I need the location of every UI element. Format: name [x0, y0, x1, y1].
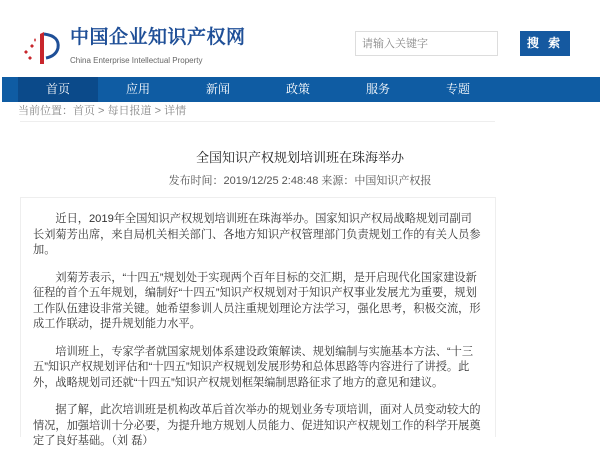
divider: [20, 121, 495, 122]
main-nav: [2, 77, 600, 102]
logo-subtitle: China Enterprise Intellectual Property: [70, 56, 203, 65]
nav-policy[interactable]: 政策: [285, 82, 310, 96]
breadcrumb-section[interactable]: 每日报道: [107, 105, 152, 117]
logo-title: 中国企业知识产权网: [70, 27, 246, 48]
article-paragraph: 近日，2019年全国知识产权规划培训班在珠海举办。国家知识产权局战略规划司副司长刘菊芳出席，来自局机关相关部门、各地方知识产权管理部门负责规划工作的有关人员参加。: [33, 213, 481, 256]
search-button[interactable]: 搜 索: [520, 31, 570, 56]
article-paragraph: 据了解，此次培训班是机构改革后首次举办的规划业务专项培训，面对人员变动较大的情况，加强培训十分必要，为提升地方规划人员能力、促进知识产权规划工作的科学开展奠定了良好基础。（刘 磊）: [33, 404, 481, 447]
nav-apps[interactable]: 应用: [125, 82, 150, 96]
article-paragraph: 培训班上，专家学者就国家规划体系建设政策解读、规划编制与实施基本方法、“十三五”知识产权规划评估和“十四五”知识产权规划发展形势和总体思路等内容进行了讲授。此外，战略规划司还就“十四五”知识产权规划框架编制思路征求了地方的意见和建议。: [33, 345, 474, 389]
breadcrumb: [18, 104, 186, 119]
article-meta: 发布时间：2019/12/25 2:48:48 来源：中国知识产权报: [168, 175, 432, 187]
logo-emblem-icon: [20, 30, 62, 66]
breadcrumb-prefix: 当前位置：: [18, 105, 73, 117]
breadcrumb-separator: >: [151, 105, 165, 117]
article-body: [20, 197, 496, 447]
article-title: 全国知识产权规划培训班在珠海举办: [195, 150, 404, 165]
article-paragraph: 刘菊芳表示，“十四五”规划处于实现两个百年目标的交汇期，是开启现代化国家建设新征程的首个五年规划，编制好“十四五”知识产权规划对于知识产权事业发展尤为重要，规划工作队伍建设非常关键。她希望参训人员注重规划理论方法学习，强化思考，积极交流，形成工作联动，提升规划能力水平。: [33, 271, 481, 330]
site-logo[interactable]: [20, 26, 246, 70]
nav-topics[interactable]: 专题: [445, 82, 470, 96]
search-input[interactable]: 请输入关键字: [355, 31, 498, 56]
nav-news[interactable]: 新闻: [205, 82, 230, 96]
nav-services[interactable]: 服务: [365, 82, 390, 96]
nav-home[interactable]: 首页: [18, 77, 98, 102]
breadcrumb-separator: >: [95, 105, 108, 117]
breadcrumb-home[interactable]: 首页: [73, 105, 95, 117]
breadcrumb-current: 详情: [164, 105, 187, 117]
